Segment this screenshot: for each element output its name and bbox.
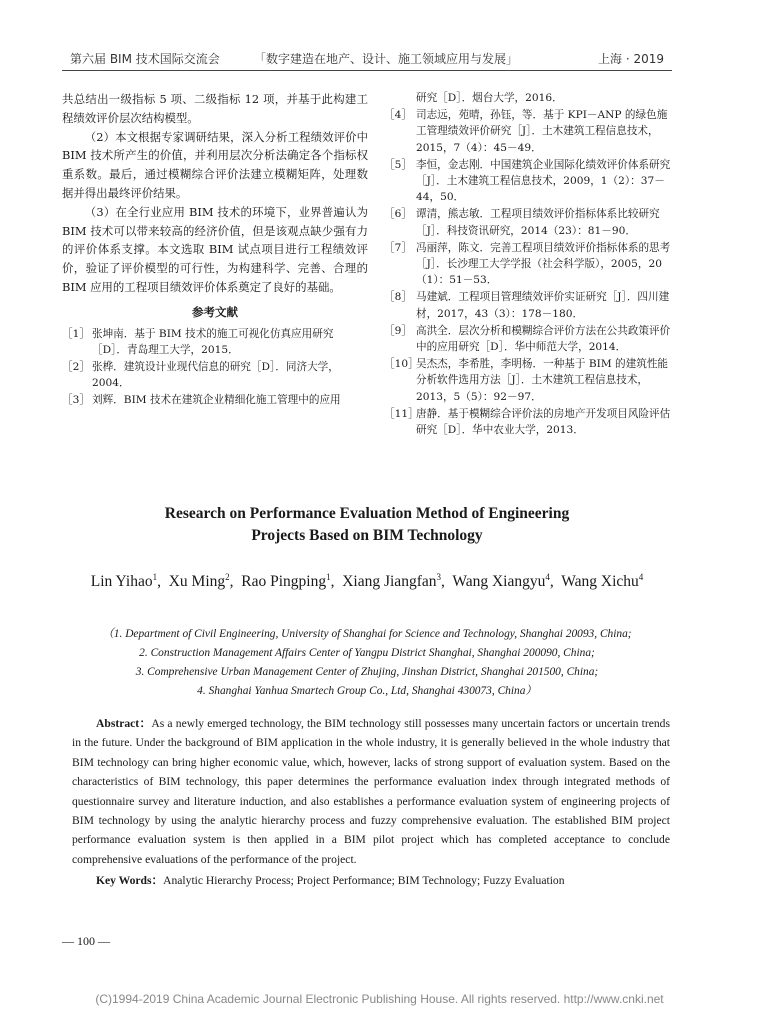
- author-name: Rao Pingping: [241, 573, 327, 591]
- conference-theme: 「数字建造在地产、设计、施工领域应用与发展」: [254, 52, 519, 66]
- body-paragraph: （3）在全行业应用 BIM 技术的环境下，业界普遍认为 BIM 技术可以带来较高的经济价值，但是该观点缺少强有力的评价体系支撑。本文选取 BIM 试点项目进行工程绩效评价，验证了评价模型的可行性，为构建科学、完善、合理的 BIM 应用的工程项目绩效评价体系奠定了良好的基础。: [62, 204, 368, 294]
- copyright-footer: (C)1994-2019 China Academic Journal Electronic Publishing House. All rights reserved. http://www.cnki.net: [95, 992, 664, 1006]
- reference-number: ［6］: [384, 208, 412, 221]
- body-paragraph: 共总结出一级指标 5 项、二级指标 12 项，并基于此构建工程绩效评价层次结构模型。: [62, 92, 368, 125]
- reference-text: 谭清，熊志敏．工程项目绩效评价指标体系比较研究［J］．科技资讯研究，2014（23）：81－90．: [416, 208, 660, 237]
- reference-number: ［9］: [384, 324, 412, 337]
- left-column: [62, 90, 368, 410]
- page-number: — 100 —: [62, 934, 110, 948]
- author-name: Lin Yihao: [90, 573, 153, 591]
- author-name: Wang Xiangyu: [452, 573, 546, 591]
- header-rule: [62, 70, 672, 71]
- reference-text: 高洪全．层次分析和模糊综合评价方法在公共政策评价中的应用研究［D］．华中师范大学，2014．: [416, 324, 671, 354]
- author-affiliation-mark: 4: [638, 572, 644, 582]
- body-paragraph: （2）本文根据专家调研结果，深入分析工程绩效评价中 BIM 技术所产生的价值，并利用层次分析法确定各个指标权重系数。最后，通过模糊综合评价法建立模糊矩阵，处理数据并得出最终评价结果。: [62, 129, 368, 200]
- affiliation-line: （1. Department of Civil Engineering, University of Shanghai for Science and Technology, Shanghai 20093, China;: [102, 628, 632, 640]
- abstract-label: Abstract：: [96, 717, 152, 730]
- keywords-label: Key Words：: [96, 874, 164, 888]
- reference-number: ［4］: [384, 109, 412, 122]
- author-name: Wang Xichu: [561, 573, 639, 591]
- reference-text: 李恒，金志刚．中国建筑企业国际化绩效评价体系研究［J］．土木建筑工程信息技术，2009，1（2）：37－44，50．: [416, 158, 671, 204]
- author-affiliation-mark: 2: [225, 572, 230, 582]
- keywords-text: Analytic Hierarchy Process; Project Performance; BIM Technology; Fuzzy Evaluation: [163, 874, 565, 888]
- reference-number: ［7］: [384, 241, 412, 254]
- reference-text: 刘辉．BIM 技术在建筑企业精细化施工管理中的应用: [92, 394, 341, 407]
- conference-name: 第六届 BIM 技术国际交流会: [70, 52, 220, 66]
- reference-text: 吴杰杰，李希胜，李明杨．一种基于 BIM 的建筑性能分析软件选用方法［J］．土木建筑工程信息技术，2013，5（5）：92－97．: [416, 358, 669, 403]
- affiliation-line: 4. Shanghai Yanhua Smartech Group Co., Ltd, Shanghai 430073, China）: [197, 685, 537, 697]
- reference-number: ［1］: [62, 327, 90, 340]
- english-title: [62, 503, 672, 547]
- author-affiliation-mark: 1: [152, 572, 158, 582]
- author-affiliation-mark: 3: [436, 572, 441, 582]
- reference-item: [384, 240, 674, 289]
- reference-text: 马建斌．工程项目管理绩效评价实证研究［J］．四川建材，2017，43（3）：178－180．: [416, 291, 670, 320]
- running-header: [70, 50, 664, 68]
- reference-text: 研究［D］．烟台大学，2016．: [416, 92, 563, 104]
- author-affiliation-mark: 4: [545, 572, 550, 582]
- reference-item: [62, 359, 368, 391]
- reference-number: ［10］: [384, 358, 419, 371]
- reference-item: [384, 406, 674, 438]
- reference-number: ［2］: [62, 360, 90, 373]
- affiliation-line: 2. Construction Management Affairs Center of Yangpu District Shanghai, Shanghai 200090, China;: [139, 647, 595, 659]
- reference-item: [384, 157, 674, 206]
- author-name: Xu Ming: [168, 573, 226, 591]
- reference-text: 司志远，苑晴，孙钰，等．基于 KPI－ANP 的绿色施工管理绩效评价研究［J］．土木建筑工程信息技术，2015，7（4）：45－49．: [416, 109, 668, 154]
- abstract-block: [72, 714, 670, 891]
- reference-item: [384, 323, 674, 355]
- right-column: [384, 90, 674, 439]
- abstract-text: As a newly emerged technology, the BIM technology still possesses many uncertain factors or uncertain trends in the future. Under the background of BIM application in the whole industry, it is generally believed in the whole industry that BIM technology can bring higher economic value, which, however, lacks of strong support of evaluation system. Based on the characteristics of BIM technology, this paper determines the performance evaluation index through integrated methods of questionnaire survey and literature induction, and also establishes a performance evaluation system of engineering projects of BIM technology by using the analytic hierarchy process and fuzzy comprehensive evaluation. The established BIM project performance evaluation system is then applied in a BIM pilot project which has completed acceptance to conclude comprehensive evaluations of the performance of the project.: [72, 717, 670, 866]
- reference-item: [62, 326, 368, 358]
- reference-text: 唐静．基于模糊综合评价法的房地产开发项目风险评估研究［D］．华中农业大学，2013．: [416, 407, 671, 437]
- city-year: 上海 · 2019: [598, 52, 664, 66]
- english-title-line: Projects Based on BIM Technology: [251, 527, 483, 544]
- reference-item: [384, 107, 674, 156]
- author-name: Xiang Jiangfan: [342, 573, 437, 591]
- reference-text: 张桦．建筑设计业现代信息的研究［D］．同济大学，2004．: [92, 360, 339, 390]
- reference-continued: [384, 90, 674, 106]
- reference-text: 张坤南．基于 BIM 技术的施工可视化仿真应用研究［D］．青岛理工大学，2015．: [92, 327, 334, 356]
- reference-item: [384, 356, 674, 405]
- reference-text: 冯丽萍，陈文．完善工程项目绩效评价指标体系的思考［J］．长沙理工大学学报（社会科学版），2005，20（1）：51－53．: [416, 241, 671, 287]
- reference-item: [62, 392, 368, 408]
- reference-number: ［8］: [384, 291, 412, 304]
- reference-number: ［5］: [384, 158, 412, 171]
- english-title-line: Research on Performance Evaluation Method of Engineering: [164, 505, 570, 522]
- references-heading: 参考文献: [192, 304, 238, 319]
- reference-number: ［3］: [62, 394, 90, 407]
- author-list: Lin Yihao$^1$, Xu Ming$^2$, Rao Pingping$^1$, Xiang Jiangfan$^3$, Wang Xiangyu$^4$, Wang Xichu$^4$: [90, 572, 644, 591]
- affiliations: [62, 625, 672, 701]
- affiliation-line: 3. Comprehensive Urban Management Center of Zhujing, Jinshan District, Shanghai 201500, China;: [135, 666, 599, 678]
- reference-item: [384, 289, 674, 321]
- reference-item: [384, 206, 674, 238]
- reference-number: ［11］: [384, 407, 419, 420]
- author-affiliation-mark: 1: [326, 572, 331, 582]
